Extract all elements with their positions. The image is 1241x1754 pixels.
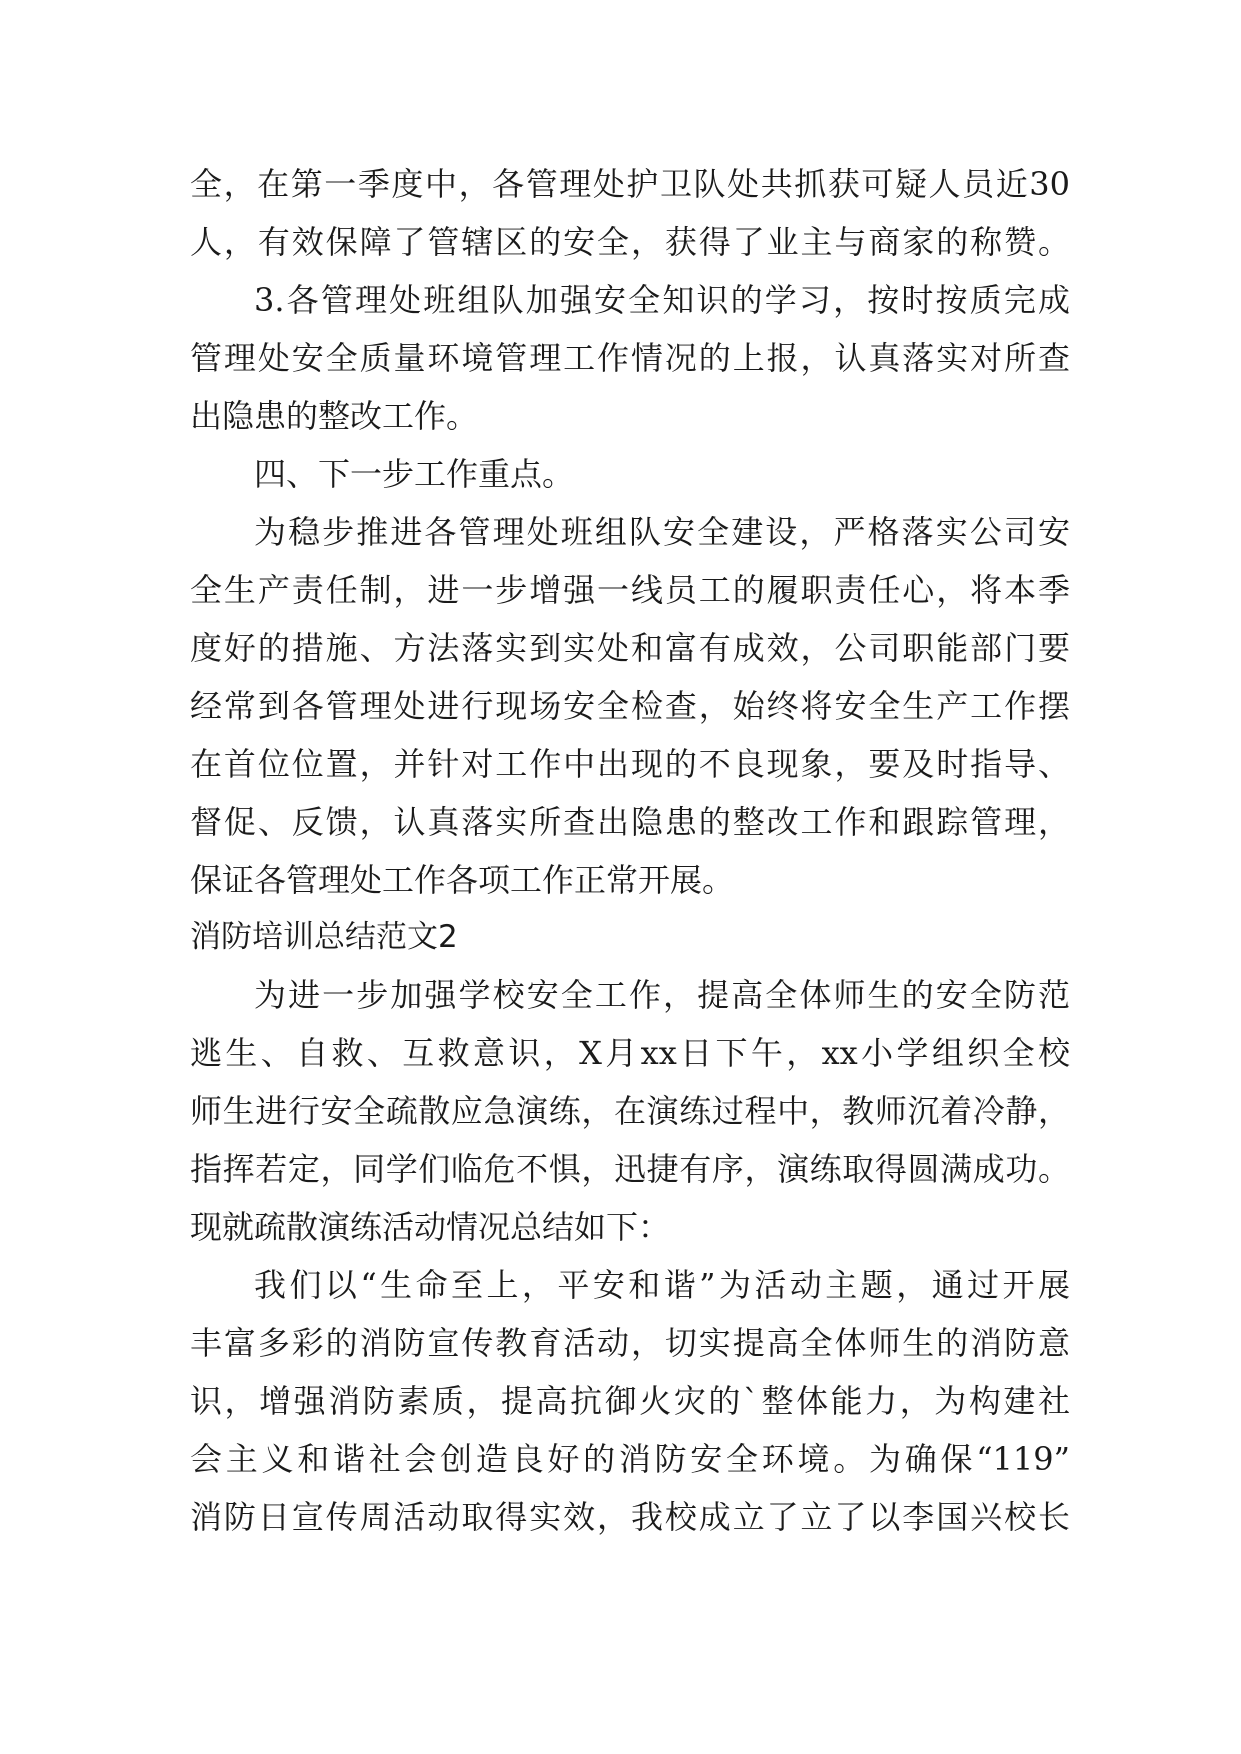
text-line: 经常到各管理处进行现场安全检查，始终将安全生产工作摆 [190,687,1070,725]
text-line: 丰富多彩的消防宣传教育活动，切实提高全体师生的消防意 [190,1324,1070,1362]
section-heading: 四、下一步工作重点。 [254,455,575,493]
text-line: 保证各管理处工作各项工作正常开展。 [190,861,735,899]
text-line: 度好的措施、方法落实到实处和富有成效，公司职能部门要 [190,629,1070,667]
text-line: 会主义和谐社会创造良好的消防安全环境。为确保“119” [190,1440,1070,1478]
text-line: 现就疏散演练活动情况总结如下： [190,1208,671,1246]
text-line: 逃生、自救、互救意识，X月xx日下午，xx小学组织全校 [190,1034,1070,1072]
text-line: 我们以“生命至上，平安和谐”为活动主题，通过开展 [254,1266,1070,1304]
text-line: 全生产责任制，进一步增强一线员工的履职责任心，将本季 [190,571,1070,609]
text-line: 督促、反馈，认真落实所查出隐患的整改工作和跟踪管理， [190,803,1070,841]
text-line: 在首位位置，并针对工作中出现的不良现象，要及时指导、 [190,745,1070,783]
text-line: 指挥若定，同学们临危不惧，迅捷有序，演练取得圆满成功。 [190,1150,1070,1188]
document-title: 消防培训总结范文2 [190,919,458,955]
text-line: 管理处安全质量环境管理工作情况的上报，认真落实对所查 [190,339,1070,377]
text-line: 为进一步加强学校安全工作，提高全体师生的安全防范 [254,976,1070,1014]
text-line: 识，增强消防素质，提高抗御火灾的`整体能力，为构建社 [190,1382,1070,1420]
text-line: 师生进行安全疏散应急演练，在演练过程中，教师沉着冷静， [190,1092,1070,1130]
text-line: 3.各管理处班组队加强安全知识的学习，按时按质完成 [254,281,1070,319]
text-line: 出隐患的整改工作。 [190,397,479,435]
text-line: 全，在第一季度中，各管理处护卫队处共抓获可疑人员近30 [190,165,1070,203]
text-line: 为稳步推进各管理处班组队安全建设，严格落实公司安 [254,513,1070,551]
text-line: 消防日宣传周活动取得实效，我校成立了立了以李国兴校长 [190,1498,1070,1536]
text-line: 人，有效保障了管辖区的安全，获得了业主与商家的称赞。 [190,223,1070,261]
